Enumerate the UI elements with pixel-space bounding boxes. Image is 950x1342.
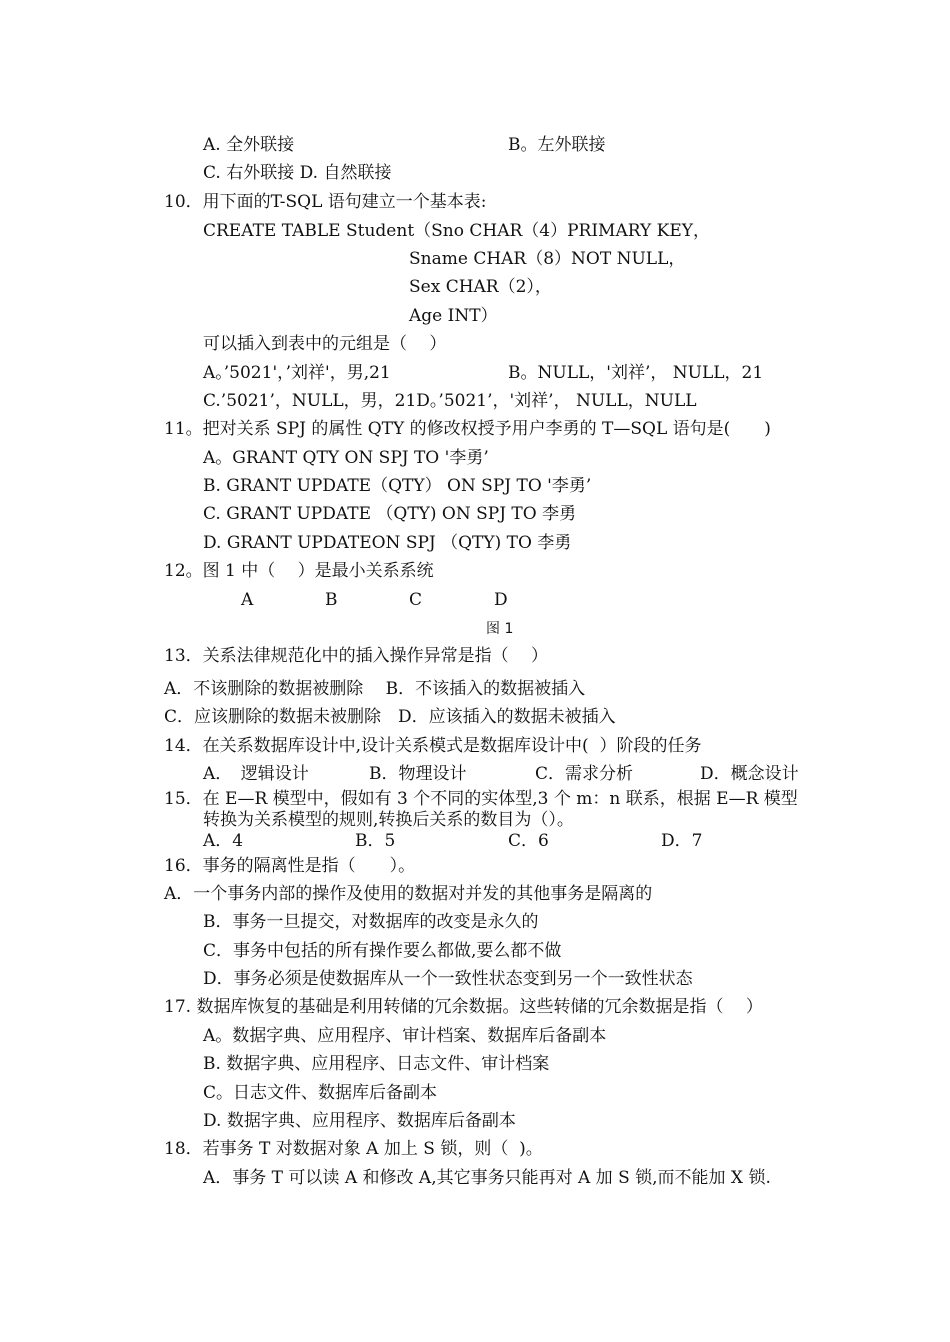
q14-option-d: D．概念设计 <box>700 764 799 784</box>
q15-stem-line-2: 转换为关系模型的规则,转换后关系的数目为（）。 <box>203 810 574 830</box>
q9-option-b: B。左外联接 <box>508 135 606 155</box>
q14-option-a: A． 逻辑设计 <box>203 764 309 784</box>
q12-figure-label-d: D <box>494 590 508 610</box>
q17-option-b: B. 数据字典、应用程序、日志文件、审计档案 <box>203 1054 550 1074</box>
q15-stem-line-1: 15．在 E—R 模型中，假如有 3 个不同的实体型,3 个 m：n 联系，根据 E—R 模型 <box>164 789 798 809</box>
q16-option-a: A．一个事务内部的操作及使用的数据对并发的其他事务是隔离的 <box>164 884 653 904</box>
q15-option-c: C．6 <box>508 831 549 851</box>
q11-stem: 11。把对关系 SPJ 的属性 QTY 的修改权授予用户李勇的 T—SQL 语句是( ) <box>164 419 771 439</box>
q16-option-b: B．事务一旦提交，对数据库的改变是永久的 <box>203 912 539 932</box>
q10-sql-line-4: Age INT） <box>409 306 498 326</box>
q10-stem: 10．用下面的T-SQL 语句建立一个基本表: <box>164 192 487 212</box>
q15-option-d: D．7 <box>661 831 703 851</box>
q10-option-b: B。NULL，'刘祥’， NULL，21 <box>508 363 764 383</box>
q11-option-d: D. GRANT UPDATEON SPJ （QTY) TO 李勇 <box>203 533 572 553</box>
q18-option-a: A．事务 T 可以读 A 和修改 A,其它事务只能再对 A 加 S 锁,而不能加 X 锁. <box>203 1168 771 1188</box>
q13-options-ab: A．不该删除的数据被删除 B．不该插入的数据被插入 <box>164 679 586 699</box>
q12-figure-label-c: C <box>409 590 423 610</box>
q9-option-a: A. 全外联接 <box>203 135 295 155</box>
q13-options-cd: C．应该删除的数据未被删除 D．应该插入的数据未被插入 <box>164 707 616 727</box>
q14-stem: 14．在关系数据库设计中,设计关系模式是数据库设计中( ）阶段的任务 <box>164 736 702 756</box>
figure-caption: 图 1 <box>486 621 514 637</box>
q13-stem: 13．关系法律规范化中的插入操作异常是指（ ） <box>164 646 549 666</box>
q16-option-d: D．事务必须是使数据库从一个一致性状态变到另一个一致性状态 <box>203 969 693 989</box>
q16-stem: 16．事务的隔离性是指（ ）。 <box>164 856 416 876</box>
q12-stem: 12。图 1 中（ ）是最小关系系统 <box>164 561 434 581</box>
q10-option-a: A。’5021'，’刘祥'，男,21 <box>203 363 391 383</box>
q15-option-b: B．5 <box>355 831 396 851</box>
q11-option-c: C. GRANT UPDATE （QTY) ON SPJ TO 李勇 <box>203 504 577 524</box>
q10-options-cd: C.’5021’，NULL，男，21D。’5021’，'刘祥’， NULL，NULL <box>203 391 697 411</box>
q17-option-c: C。日志文件、数据库后备副本 <box>203 1083 438 1103</box>
q14-option-c: C．需求分析 <box>535 764 634 784</box>
q11-option-a: A。GRANT QTY ON SPJ TO '李勇’ <box>203 448 489 468</box>
q15-option-a: A．4 <box>203 831 244 851</box>
q17-stem: 17. 数据库恢复的基础是利用转储的冗余数据。这些转储的冗余数据是指（ ） <box>164 997 763 1017</box>
q17-option-d: D. 数据字典、应用程序、数据库后备副本 <box>203 1111 516 1131</box>
q12-figure-label-b: B <box>325 590 338 610</box>
q18-stem: 18．若事务 T 对数据对象 A 加上 S 锁，则（ )。 <box>164 1139 543 1159</box>
q10-sql-line-2: Sname CHAR（8）NOT NULL， <box>409 249 686 269</box>
q12-figure-label-a: A <box>241 590 254 610</box>
q10-prompt: 可以插入到表中的元组是（ ） <box>203 334 447 354</box>
q17-option-a: A。数据字典、应用程序、审计档案、数据库后备副本 <box>203 1026 607 1046</box>
q10-sql-line-1: CREATE TABLE Student（Sno CHAR（4）PRIMARY KEY， <box>203 221 710 241</box>
q10-sql-line-3: Sex CHAR（2）， <box>409 277 552 297</box>
q16-option-c: C．事务中包括的所有操作要么都做,要么都不做 <box>203 941 562 961</box>
q11-option-b: B. GRANT UPDATE（QTY） ON SPJ TO '李勇’ <box>203 476 592 496</box>
q9-options-cd: C. 右外联接 D. 自然联接 <box>203 163 392 183</box>
q14-option-b: B．物理设计 <box>369 764 467 784</box>
